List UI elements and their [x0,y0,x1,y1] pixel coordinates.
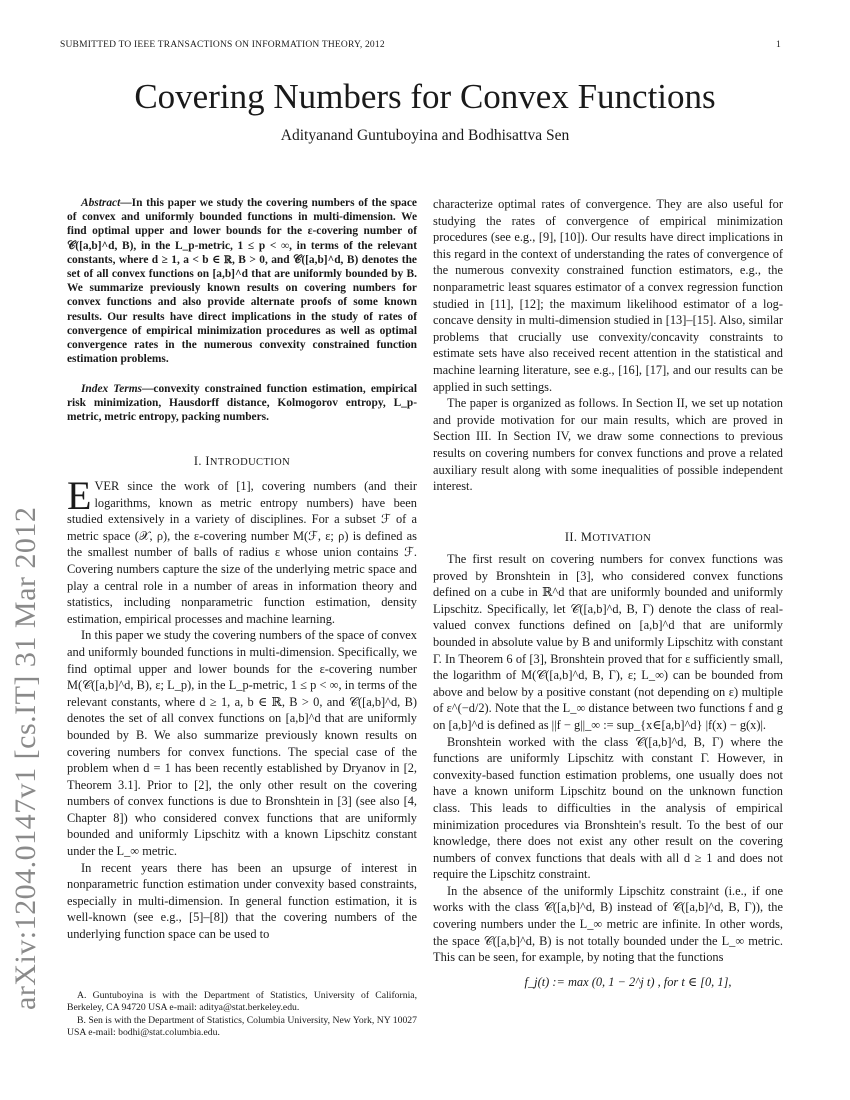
section-heading-initial: M [580,530,593,544]
paper-authors: Adityanand Guntuboyina and Bodhisattva Sen [280,127,570,144]
index-terms-text: —convexity constrained function estimation, empirical risk minimization, Hausdorff distance, Kolmogorov entropy, L_p-metric, metric entropy, packing numbers. [67,383,417,424]
section-heading-motivation [433,529,783,548]
motivation-paragraph-2: Bronshtein worked with the class 𝒞([a,b]^d, B, Γ) where the functions are uniformly Lipschitz with constant Γ. However, in convexity-based function estimation problems, one usually does not have a known uniform Lipschitz bound on the unknown function class. This leads to difficulties in the analysis of empirical minimization procedures via Bronshtein's result. To the best of our knowledge, there does not exist any other result on the covering numbers of convex functions that deals with all d ≥ 1 and does not require the Lipschitz constraint. [433,734,783,882]
paper-organization-paragraph: The paper is organized as follows. In Section II, we set up notation and provide motivation for our main results, which are proved in Section III. In Section IV, we draw some connections to previous results on covering numbers for convex functions and prove a related auxiliary result along with some inequalities of possible independent interest. [433,396,783,494]
equation-fj [433,966,783,991]
running-head: SUBMITTED TO IEEE TRANSACTIONS ON INFORMATION THEORY, 2012 [60,40,385,50]
right-column-body [433,196,783,495]
section-heading-initial: I [205,454,210,468]
section-numeral: II. [564,530,581,544]
intro-paragraph-2: In this paper we study the covering numbers of the space of convex and uniformly bounded functions in multi-dimension. Specifically, we find optimal upper and lower bounds for the ε-covering number M(𝒞([a,b]^d, B), ε; L_p), in the L_p-metric, 1 ≤ p < ∞, in terms of the relevant constants, where d ≥ 1, a, b ∈ ℝ, B > 0, and 𝒞([a,b]^d, B) denotes the set of all convex functions on [a,b]^d that are uniformly bounded by B. We also summarize previously known results on covering numbers for convex functions. The special case of the problem when d = 1 has been recently established by Dryanov in [2, Theorem 3.1]. Prior to [2], the only other result on the covering numbers of convex functions is due to Bronshtein in [3] (see also [4, Chapter 8]) who considered convex functions that are uniformly bounded and uniformly Lipschitz with a known Lipschitz constant under the L_∞ metric. [67,628,417,859]
section-heading-rest: OTIVATION [592,533,652,544]
footnote-sen: B. Sen is with the Department of Statistics, Columbia University, New York, NY 10027 USA e-mail: bodhi@stat.columbia.edu. [67,1014,417,1039]
drop-cap: E [67,473,92,518]
equation-text: f_j(t) := max (0, 1 − 2^j t) , for t ∈ [0, 1], [524,974,732,989]
author-footnotes [67,990,417,1040]
intro-paragraph-1 [67,473,417,627]
abstract-text: —In this paper we study the covering numbers of the space of convex and uniformly bounded functions in multi-dimension. We find optimal upper and lower bounds for the ε-covering number of 𝒞([a,b]^d, B), in the L_p-metric, 1 ≤ p < ∞, in terms of the relevant constants, where d ≥ 1, a < b ∈ ℝ, B > 0, and 𝒞([a,b]^d, B) denotes the set of all convex functions on [a,b]^d that are uniformly bounded by B. We summarize previously known results on covering numbers for convex functions and also provide alternate proofs of some known results. Our results have direct implications in the study of rates of convergence of empirical minimization procedures as well as optimal convergence rates in the numerous convexity constrained function estimation problems. [67,197,417,366]
section-heading-rest: NTRODUCTION [209,457,291,468]
index-terms [67,382,417,425]
intro-paragraph-3: In recent years there has been an upsurge of interest in nonparametric function estimation under convexity based constraints, especially in multi-dimension. In general function estimation, it is well-known (see e.g., [5]–[8]) that the covering numbers of the underlying function space can be used to [67,860,417,942]
section-heading-introduction [67,453,417,472]
arxiv-identifier-stamp: arXiv:1204.0147v1 [cs.IT] 31 Mar 2012 [9,506,42,1010]
abstract-label: Abstract [81,197,121,209]
intro-paragraph-1-text: VER since the work of [1], covering numbers (and their logarithms, known as metric entropy numbers) have been studied extensively in a variety of disciplines. For a subset ℱ of a metric space (𝒳, ρ), the ε-covering number M(ℱ, ε; ρ) is defined as the smallest number of balls of radius ε whose union contains ℱ. Covering numbers capture the size of the underlying metric space and play a central role in a number of areas in information theory and statistics, including nonparametric function estimation, density estimation, empirical processes and machine learning. [67,479,417,626]
motivation-paragraph-1: The first result on covering numbers for convex functions was proved by Bronshtein in [3], who considered convex functions defined on a cube in ℝ^d that are uniformly bounded and uniformly Lipschitz. Specifically, let 𝒞([a,b]^d, B, Γ) denote the class of real-valued convex functions defined on [a,b]^d that are uniformly bounded in absolute value by B and uniformly Lipschitz with constant Γ. In Theorem 6 of [3], Bronshtein proved that for ε sufficiently small, the logarithm of M(𝒞([a,b]^d, B, Γ), ε; L_∞) can be bounded from above and below by a positive constant (not depending on ε) multiple of ε^(−d/2). Note that the L_∞ distance between two functions f and g on [a,b]^d is defined as ||f − g||_∞ := sup_{x∈[a,b]^d} |f(x) − g(x)|. [433,552,783,732]
paper-title: Covering Numbers for Convex Functions [134,77,716,116]
motivation-body [433,551,783,990]
page-number: 1 [776,40,781,50]
intro-continuation-paragraph: characterize optimal rates of convergence. They are also useful for studying the rates of convergence of empirical minimization procedures (see e.g., [9], [10]). Our results have direct implications in this regard in the context of understanding the rates of convergence of the numerous convexity constrained function estimators, e.g., the nonparametric least squares estimator of a convex regression function studied in [11], [12]; the maximum likelihood estimator of a log-concave density in multi-dimension studied in [13]–[15]. Also, similar problems that crucially use convexity/concavity constraints to estimate sets have also received recent attention in the statistical and machine learning literature, see e.g., [16], [17], and our results can be applied in such settings. [433,197,783,394]
introduction-body [67,473,417,943]
footnote-guntuboyina: A. Guntuboyina is with the Department of Statistics, University of California, Berkeley, CA 94720 USA e-mail: aditya@stat.berkeley.edu. [67,990,417,1014]
motivation-paragraph-3: In the absence of the uniformly Lipschitz constraint (i.e., if one works with the class 𝒞([a,b]^d, B) instead of 𝒞([a,b]^d, B, Γ)), the covering numbers under the L_∞ metric are infinite. In other words, the space 𝒞([a,b]^d, B) is not totally bounded under the L_∞ metric. This can be seen, for example, by noting that the functions [433,883,783,965]
section-numeral: I. [193,454,206,468]
abstract [67,196,417,366]
index-terms-label: Index Terms [81,383,142,395]
